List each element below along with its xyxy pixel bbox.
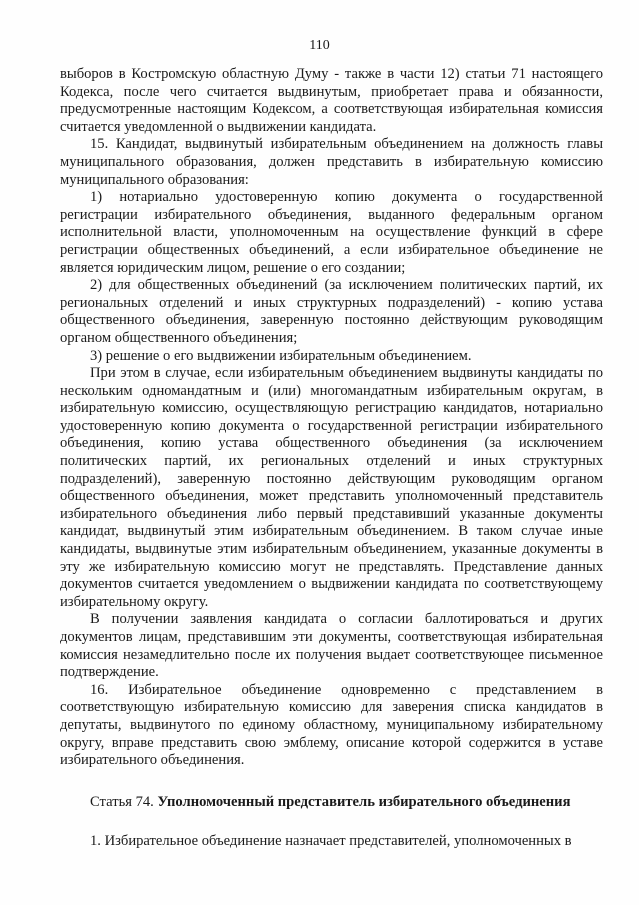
paragraph: В получении заявления кандидата о согласии баллотироваться и других документов лицам, представившим эти документы, соответствующая избирательная комиссия незамедлительно после их получения выдает соответствующее письменное подтверждение. <box>60 611 603 681</box>
paragraph: При этом в случае, если избирательным объединением выдвинуты кандидаты по нескольким одномандатным и (или) многомандатным избирательным округам, в избирательную комиссию, осуществляющую регистрацию кандидатов, нотариально удостоверенную копию документа о государственной регистрации избирательного объединения, копию устава общественного объединения (за исключением политических партий, их региональных отделений и иных структурных подразделений), заверенную постоянно действующим руководящим органом общественного объединения, может представить уполномоченный представитель избирательного объединения либо первый представивший указанные документы кандидат, выдвинутый этим избирательным объединением. В таком случае иные кандидаты, выдвинутые этим избирательным объединением, указанные документы в эту же избирательную комиссию могут не представлять. Представление данных документов считается уведомлением о выдвижении кандидата по соответствующему избирательному округу. <box>60 365 603 610</box>
article-heading <box>60 794 603 812</box>
paragraph: 1. Избирательное объединение назначает представителей, уполномоченных в <box>90 833 572 850</box>
paragraph: 16. Избирательное объединение одновременно с представлением в соответствующую избирательную комиссию для заверения списка кандидатов в депутаты, выдвинутого по единому областному, муниципальному избирательному округу, вправе представить свою эмблему, описание которой содержится в уставе избирательного объединения. <box>60 681 603 769</box>
document-body <box>60 66 603 851</box>
paragraph: 3) решение о его выдвижении избирательным объединением. <box>90 347 472 364</box>
article-prefix: Статья 74. <box>90 793 158 810</box>
page-number: 110 <box>309 38 330 53</box>
article-title: Уполномоченный представитель избирательного объединения <box>157 793 571 810</box>
paragraph: 15. Кандидат, выдвинутый избирательным объединением на должность главы муниципального образования, должен представить в избирательную комиссию муниципального образования: <box>60 136 603 188</box>
paragraph: 2) для общественных объединений (за исключением политических партий, их региональных отделений и иных структурных подразделений) - копию устава общественного объединения, заверенную постоянно действующим руководящим органом общественного объединения; <box>60 277 603 346</box>
paragraph: выборов в Костромскую областную Думу - также в части 12) статьи 71 настоящего Кодекса, после чего считается выдвинутым, приобретает права и обязанности, предусмотренные настоящим Кодексом, а соответствующая избирательная комиссия считается уведомленной о выдвижении кандидата. <box>60 66 603 135</box>
paragraph: 1) нотариально удостоверенную копию документа о государственной регистрации избирательного объединения, выданного федеральным органом исполнительной власти, уполномоченным на осуществление функций в сфере регистрации общественных объединений, а если избирательное объединение не является юридическим лицом, решение о его создании; <box>60 189 603 276</box>
